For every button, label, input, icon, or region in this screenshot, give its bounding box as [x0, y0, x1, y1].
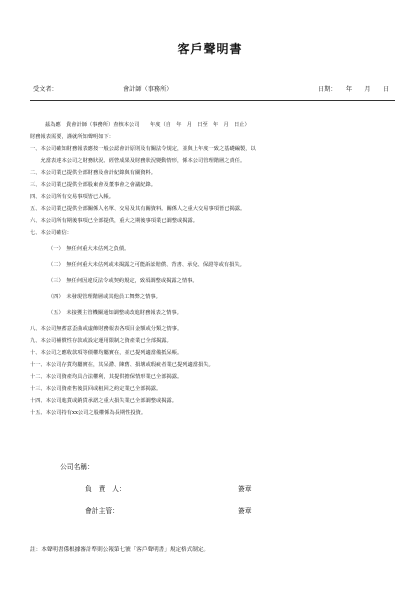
intro-line-1: 茲為應 貴會計師（事務所）查核本公司 年度（自 年 月 日至 年 月 日止） [45, 122, 250, 128]
responsible-person-seal: 簽章 [238, 485, 252, 493]
item-7-sub-2: （二） 無任何重大未估列或未揭露之可能訴訟賠償、背書、承兌、保證等或有損失。 [48, 262, 245, 268]
item-1-line-2: 允當表達本公司之財務狀況、經營成果及財務狀況變動情形，係本公司管理階層之責任。 [30, 158, 246, 164]
item-3: 三、本公司業已提供全部股東會及董事會之會議紀錄。 [30, 182, 156, 188]
item-4: 四、本公司所有交易事項皆已入帳。 [30, 194, 114, 200]
item-1-line-1: 一、本公司確知財務報表應按一般公認會計原則及有關法令規定，並與上年度一致之基礎編製，以 [30, 146, 256, 152]
item-10: 十、本公司之應收款項等債權均屬實在，並已提列適當備抵呆帳。 [30, 350, 183, 356]
item-2: 二、本公司業已提供全部財務及會計紀錄與有關資料。 [30, 170, 156, 176]
intro-line-2: 財務報表需要，謹就所知聲明如下： [30, 134, 114, 140]
item-7-sub-1: （一） 無任何重大未估列之負債。 [48, 246, 130, 252]
footnote: 註：本聲明書係根據審計準則公報第七號「客戶聲明書」規定格式制定。 [30, 547, 210, 553]
recipient-label: 受文者： [33, 86, 58, 93]
item-7-sub-5: （五） 未接獲主管機關通知調整或改進財務報表之情事。 [48, 310, 182, 316]
item-15: 十五、本公司持有xx公司之股權係為長期性投資。 [30, 410, 147, 416]
company-name-label: 公司名稱： [60, 463, 94, 471]
item-6: 六、本公司所有期後事項已全部提供，重大之期後事項業已調整或揭露。 [30, 218, 198, 224]
document-title: 客戶聲明書 [177, 42, 243, 56]
accounting-head-seal: 簽章 [238, 507, 252, 515]
item-5: 五、本公司業已提供全部關係人名單、交易及其有關資料。關係人之重大交易事項皆已揭露。 [30, 206, 246, 212]
header-divider [30, 100, 395, 101]
item-7: 七、本公司確信： [30, 230, 72, 236]
item-13: 十三、本公司資產售後買回或租回之約定業已全部揭露。 [30, 386, 162, 392]
item-8: 八、本公司無蓄意歪曲或虛飾財務報表各項目金額或分類之情事。 [30, 326, 183, 332]
item-9: 九、本公司補償性存款或設定運用限制之資產業已全部揭露。 [30, 338, 172, 344]
date-label: 日期： 年 月 日 [318, 86, 390, 93]
item-12: 十二、本公司資產均具合法權利，其提供擔保情形業已全部揭露。 [30, 374, 183, 380]
item-11: 十一、本公司存貨均屬實在，其呆滯、陳舊、損壞或瑕疵者業已提列適當損失。 [30, 362, 214, 368]
accounting-head-label: 會計主管： [85, 507, 119, 515]
item-7-sub-3: （三） 無任何因違反法令或契約規定，致須調整或揭露之情事。 [48, 278, 198, 284]
item-7-sub-4: （四） 未發現管理階層或其他員工舞弊之情事。 [48, 294, 161, 300]
firm-label: 會計師（事務所） [123, 86, 173, 93]
item-14: 十四、本公司進貨或銷貨承諾之重大損失業已全部調整或揭露。 [30, 398, 177, 404]
responsible-person-label: 負 責 人： [85, 485, 126, 493]
